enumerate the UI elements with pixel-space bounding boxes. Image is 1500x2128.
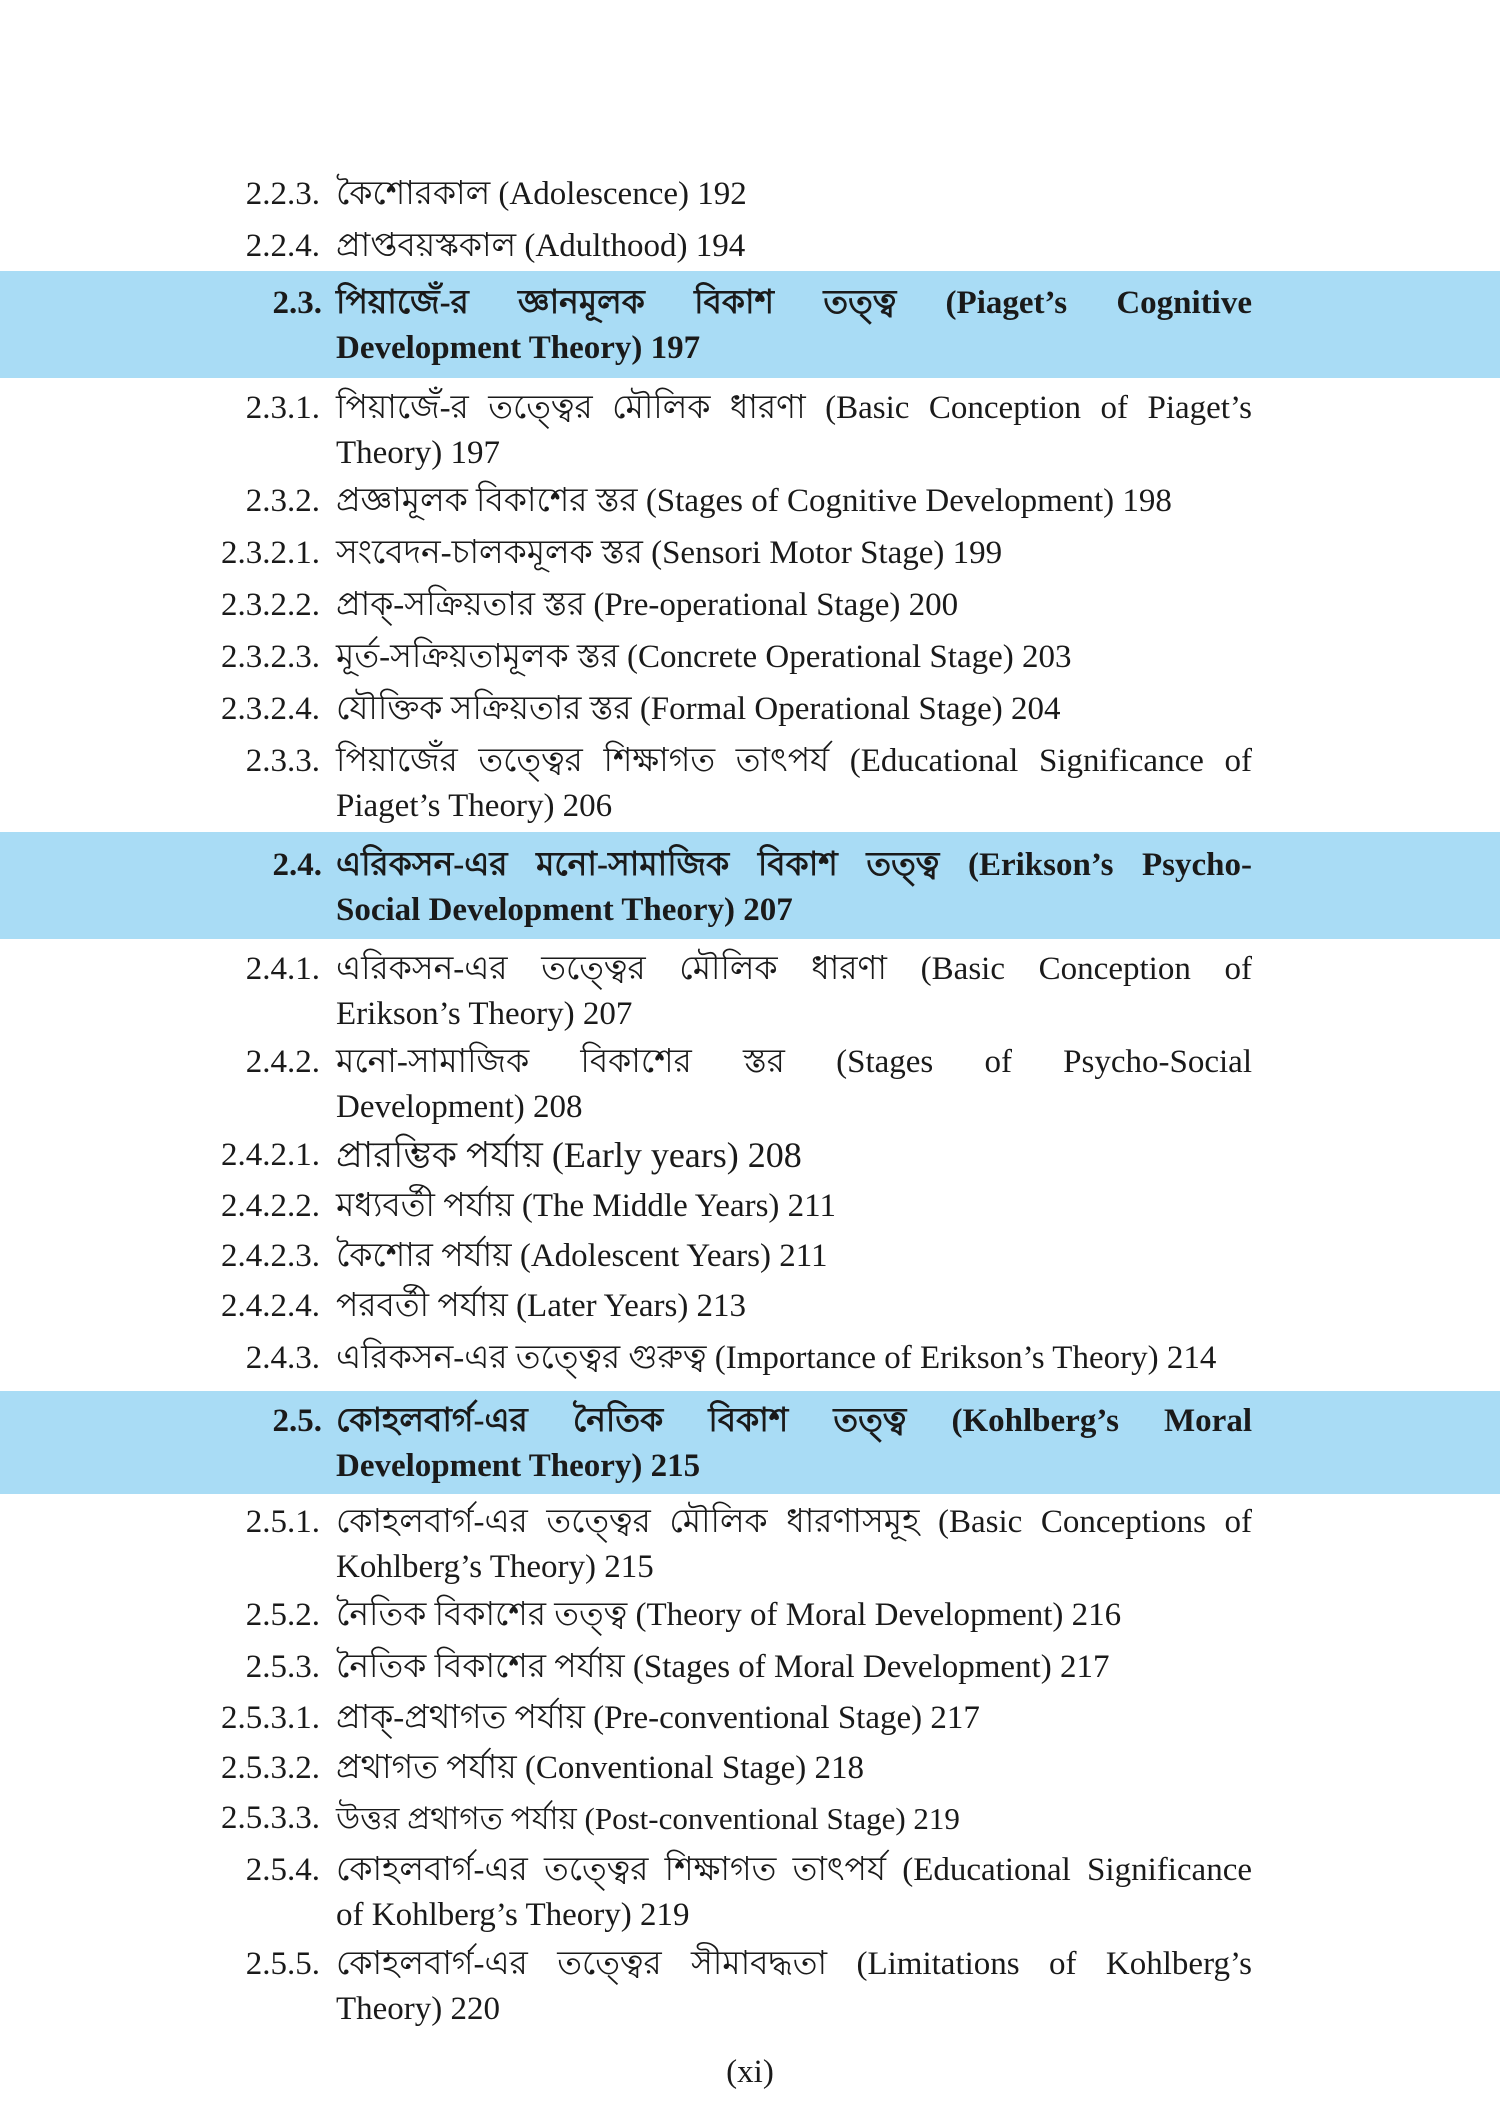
toc-title: কোহলবার্গ-এর তত্ত্বের মৌলিক ধারণাসমূহ (Basic Conceptions of	[336, 1504, 1252, 1540]
toc-number: 2.4.2.2.	[221, 1188, 320, 1224]
toc-number: 2.3.3.	[245, 743, 320, 779]
toc-title: এরিকসন-এর তত্ত্বের গুরুত্ব (Importance of Erikson’s Theory) 214	[336, 1340, 1217, 1376]
toc-entry	[0, 1593, 1500, 1638]
toc-title: প্রাক্-সক্রিয়তার স্তর (Pre-operational Stage) 200	[336, 587, 959, 623]
toc-entry	[0, 635, 1500, 680]
toc-title-continuation: Social Development Theory) 207	[336, 892, 793, 928]
toc-title-continuation: Theory) 220	[336, 1991, 501, 2027]
toc-entry	[0, 172, 1500, 217]
toc-title: প্রারম্ভিক পর্যায় (Early years) 208	[336, 1135, 802, 1175]
toc-number: 2.3.2.1.	[221, 535, 320, 571]
toc-title: মনো-সামাজিক বিকাশের স্তর (Stages of Psycho-Social	[336, 1044, 1252, 1080]
toc-title: নৈতিক বিকাশের তত্ত্ব (Theory of Moral Development) 216	[336, 1597, 1122, 1633]
toc-title: প্রাপ্তবয়স্ককাল (Adulthood) 194	[336, 228, 746, 264]
toc-entry	[0, 386, 1500, 476]
toc-entry	[0, 531, 1500, 576]
toc-title: পরবর্তী পর্যায় (Later Years) 213	[336, 1288, 747, 1324]
toc-entry	[0, 1942, 1500, 2032]
toc-title: পিয়াজেঁর তত্ত্বের শিক্ষাগত তাৎপর্য (Educational Significance of	[336, 743, 1252, 779]
toc-title: প্রজ্ঞামূলক বিকাশের স্তর (Stages of Cognitive Development) 198	[336, 483, 1172, 519]
toc-title: প্রাক্-প্রথাগত পর্যায় (Pre-conventional Stage) 217	[336, 1700, 980, 1736]
toc-number: 2.3.2.2.	[221, 587, 320, 623]
toc-entry	[0, 1284, 1500, 1329]
toc-title-continuation: Kohlberg’s Theory) 215	[336, 1549, 654, 1585]
toc-number: 2.5.3.3.	[221, 1800, 320, 1836]
toc-section-heading	[0, 1391, 1500, 1494]
toc-number: 2.5.2.	[245, 1597, 320, 1633]
toc-number: 2.4.2.	[245, 1044, 320, 1080]
toc-title: সংবেদন-চালকমূলক স্তর (Sensori Motor Stage) 199	[336, 535, 1003, 571]
toc-title-continuation: Piaget’s Theory) 206	[336, 788, 613, 824]
toc-title-continuation: Development Theory) 215	[336, 1448, 701, 1484]
toc-title-continuation: Erikson’s Theory) 207	[336, 996, 633, 1032]
toc-entry	[0, 583, 1500, 628]
toc-entry	[0, 1500, 1500, 1590]
toc-title: পিয়াজেঁ-র জ্ঞানমূলক বিকাশ তত্ত্ব (Piaget’s Cognitive	[336, 285, 1252, 321]
toc-title: এরিকসন-এর মনো-সামাজিক বিকাশ তত্ত্ব (Erikson’s Psycho-	[336, 847, 1252, 883]
toc-title: মূর্ত-সক্রিয়তামূলক স্তর (Concrete Operational Stage) 203	[336, 639, 1072, 675]
toc-title: এরিকসন-এর তত্ত্বের মৌলিক ধারণা (Basic Conception of	[336, 951, 1252, 987]
toc-title: মধ্যবর্তী পর্যায় (The Middle Years) 211	[336, 1188, 836, 1224]
toc-entry	[0, 1696, 1500, 1741]
toc-title: কোহলবার্গ-এর তত্ত্বের সীমাবদ্ধতা (Limitations of Kohlberg’s	[336, 1946, 1252, 1982]
toc-number: 2.5.5.	[245, 1946, 320, 1982]
toc-title-continuation: Theory) 197	[336, 435, 501, 471]
toc-number: 2.5.3.1.	[221, 1700, 320, 1736]
toc-entry	[0, 739, 1500, 829]
toc-number: 2.3.2.3.	[221, 639, 320, 675]
toc-title: নৈতিক বিকাশের পর্যায় (Stages of Moral Development) 217	[336, 1649, 1110, 1685]
toc-title-continuation: of Kohlberg’s Theory) 219	[336, 1897, 690, 1933]
toc-number: 2.3.2.4.	[221, 691, 320, 727]
toc-entry	[0, 224, 1500, 269]
toc-number: 2.3.1.	[245, 390, 320, 426]
toc-number: 2.2.4.	[245, 228, 320, 264]
toc-entry	[0, 1133, 1500, 1178]
toc-number: 2.4.2.1.	[221, 1137, 320, 1173]
toc-entry	[0, 1645, 1500, 1690]
toc-title: কৈশোর পর্যায় (Adolescent Years) 211	[336, 1238, 828, 1274]
toc-number: 2.4.	[272, 847, 322, 883]
toc-number: 2.5.1.	[245, 1504, 320, 1540]
toc-entry	[0, 687, 1500, 732]
toc-number: 2.3.2.	[245, 483, 320, 519]
toc-section-heading	[0, 832, 1500, 939]
toc-number: 2.5.4.	[245, 1852, 320, 1888]
page-number: (xi)	[726, 2054, 774, 2090]
toc-entry	[0, 1746, 1500, 1791]
toc-entry	[0, 1234, 1500, 1279]
toc-number: 2.2.3.	[245, 176, 320, 212]
toc-entry	[0, 1336, 1500, 1381]
toc-title: পিয়াজেঁ-র তত্ত্বের মৌলিক ধারণা (Basic Conception of Piaget’s	[336, 390, 1252, 426]
toc-section-heading	[0, 271, 1500, 378]
toc-number: 2.3.	[272, 285, 322, 321]
toc-title: কোহলবার্গ-এর নৈতিক বিকাশ তত্ত্ব (Kohlberg’s Moral	[336, 1403, 1252, 1439]
toc-entry	[0, 1184, 1500, 1229]
toc-number: 2.5.	[272, 1403, 322, 1439]
toc-number: 2.4.3.	[245, 1340, 320, 1376]
toc-title: উত্তর প্রথাগত পর্যায় (Post-conventional Stage) 219	[336, 1801, 960, 1836]
toc-title: প্রথাগত পর্যায় (Conventional Stage) 218	[336, 1750, 864, 1786]
toc-title: কৈশোরকাল (Adolescence) 192	[336, 176, 747, 212]
toc-number: 2.4.1.	[245, 951, 320, 987]
toc-number: 2.5.3.2.	[221, 1750, 320, 1786]
toc-title-continuation: Development Theory) 197	[336, 330, 701, 366]
toc-title: যৌক্তিক সক্রিয়তার স্তর (Formal Operational Stage) 204	[336, 691, 1061, 727]
toc-entry	[0, 947, 1500, 1037]
toc-entry	[0, 479, 1500, 524]
toc-title: কোহলবার্গ-এর তত্ত্বের শিক্ষাগত তাৎপর্য (Educational Significance	[336, 1852, 1252, 1888]
toc-number: 2.4.2.4.	[221, 1288, 320, 1324]
toc-number: 2.5.3.	[245, 1649, 320, 1685]
toc-entry	[0, 1040, 1500, 1130]
toc-number: 2.4.2.3.	[221, 1238, 320, 1274]
toc-entry	[0, 1796, 1500, 1841]
toc-entry	[0, 1848, 1500, 1938]
toc-title-continuation: Development) 208	[336, 1089, 583, 1125]
